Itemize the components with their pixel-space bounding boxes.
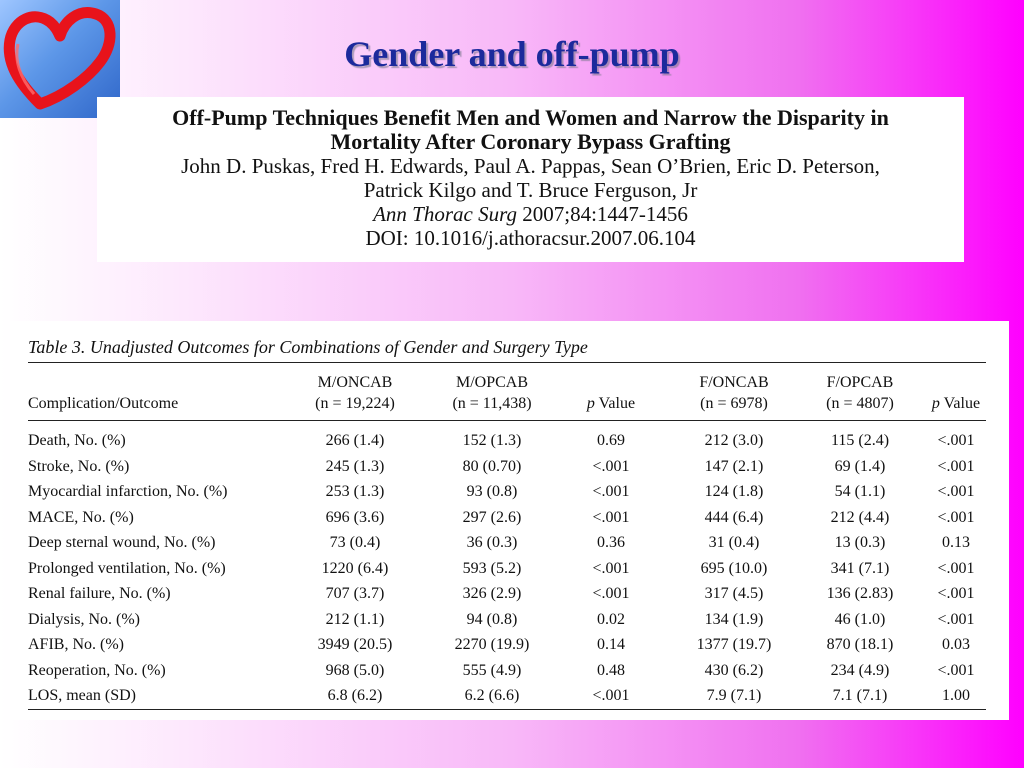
- table-caption: Table 3. Unadjusted Outcomes for Combinations of Gender and Surgery Type: [28, 337, 588, 357]
- cell-outcome: MACE, No. (%): [28, 508, 134, 526]
- cell-f-opcab: 13 (0.3): [834, 534, 886, 551]
- journal-details: 2007;84:1447-1456: [516, 202, 688, 226]
- cell-p-value-women: <.001: [937, 432, 975, 449]
- cell-p-value-men: 0.69: [597, 432, 625, 449]
- cell-f-oncab: 7.9 (7.1): [706, 687, 762, 704]
- cell-p-value-women: <.001: [937, 483, 975, 500]
- cell-f-oncab: 31 (0.4): [708, 534, 760, 551]
- header-m-oncab-n: (n = 19,224): [315, 395, 395, 412]
- cell-outcome: Prolonged ventilation, No. (%): [28, 559, 226, 577]
- cell-f-oncab: 212 (3.0): [704, 432, 764, 449]
- cell-f-opcab: 870 (18.1): [826, 636, 894, 653]
- cell-f-opcab: 46 (1.0): [834, 610, 886, 628]
- cell-outcome: Myocardial infarction, No. (%): [28, 483, 228, 500]
- header-p-value-men: [565, 394, 657, 414]
- cell-m-oncab: 696 (3.6): [325, 508, 385, 526]
- cell-f-opcab: 69 (1.4): [834, 457, 886, 475]
- cell-m-oncab: 707 (3.7): [325, 585, 385, 602]
- authors-line-2: Patrick Kilgo and T. Bruce Ferguson, Jr: [363, 178, 698, 202]
- cell-f-oncab: 1377 (19.7): [696, 636, 772, 653]
- header-outcome: Complication/Outcome: [28, 395, 179, 412]
- cell-f-oncab: 317 (4.5): [704, 585, 764, 602]
- cell-outcome: Deep sternal wound, No. (%): [28, 534, 216, 551]
- p-value-label: Value: [594, 395, 636, 412]
- cell-p-value-men: 0.02: [597, 610, 625, 628]
- cell-m-oncab: 6.8 (6.2): [327, 687, 383, 704]
- cell-f-opcab: 54 (1.1): [834, 483, 886, 500]
- cell-f-opcab: 115 (2.4): [830, 432, 890, 449]
- citation-box: [97, 97, 964, 262]
- cell-f-oncab: 444 (6.4): [704, 508, 764, 526]
- cell-m-opcab: 93 (0.8): [466, 483, 518, 500]
- authors-line-1: John D. Puskas, Fred H. Edwards, Paul A. Pappas, Sean O’Brien, Eric D. Peterson,: [181, 154, 880, 178]
- cell-p-value-men: <.001: [592, 483, 630, 500]
- cell-m-oncab: 1220 (6.4): [321, 559, 389, 577]
- header-m-opcab-n: (n = 11,438): [452, 395, 532, 412]
- cell-p-value-men: 0.36: [597, 534, 625, 551]
- cell-p-value-women: 0.13: [942, 534, 970, 551]
- table-header-rule: [28, 420, 986, 421]
- cell-f-oncab: 695 (10.0): [700, 559, 768, 577]
- cell-outcome: Reoperation, No. (%): [28, 661, 166, 679]
- cell-f-opcab: 136 (2.83): [826, 585, 894, 602]
- header-f-opcab: F/OPCAB: [826, 374, 894, 391]
- cell-p-value-women: <.001: [937, 661, 975, 679]
- header-f-oncab: F/ONCAB: [699, 374, 769, 391]
- cell-m-oncab: 245 (1.3): [325, 457, 385, 475]
- cell-m-opcab: 6.2 (6.6): [464, 687, 520, 704]
- cell-m-opcab: 593 (5.2): [462, 559, 522, 577]
- cell-f-opcab: 212 (4.4): [830, 508, 890, 526]
- article-title-line-1: Off-Pump Techniques Benefit Men and Women and Narrow the Disparity in: [172, 105, 889, 130]
- header-m-oncab: M/ONCAB: [317, 374, 393, 391]
- doi: DOI: 10.1016/j.athoracsur.2007.06.104: [365, 226, 696, 250]
- cell-m-opcab: 152 (1.3): [462, 432, 522, 449]
- cell-outcome: LOS, mean (SD): [28, 687, 136, 704]
- header-f-oncab-n: (n = 6978): [700, 395, 768, 412]
- cell-outcome: Stroke, No. (%): [28, 457, 130, 475]
- cell-m-opcab: 36 (0.3): [466, 534, 518, 551]
- journal-name: Ann Thorac Surg: [373, 202, 517, 226]
- p-value-label: Value: [939, 395, 981, 412]
- cell-outcome: Dialysis, No. (%): [28, 610, 140, 628]
- cell-m-opcab: 2270 (19.9): [454, 636, 530, 653]
- cell-f-opcab: 341 (7.1): [830, 559, 890, 577]
- cell-f-oncab: 134 (1.9): [704, 610, 764, 628]
- cell-m-oncab: 253 (1.3): [325, 483, 385, 500]
- cell-p-value-men: <.001: [592, 687, 630, 704]
- cell-p-value-men: 0.14: [597, 636, 625, 653]
- cell-p-value-women: 1.00: [942, 687, 970, 704]
- cell-m-oncab: 968 (5.0): [325, 661, 385, 679]
- cell-p-value-men: <.001: [592, 508, 630, 526]
- cell-f-opcab: 7.1 (7.1): [832, 687, 888, 704]
- header-p-value-women: [918, 394, 994, 414]
- cell-f-oncab: 124 (1.8): [704, 483, 764, 500]
- cell-p-value-women: <.001: [937, 585, 975, 602]
- table-bottom-rule: [28, 709, 986, 710]
- cell-m-oncab: 3949 (20.5): [317, 636, 393, 653]
- cell-m-opcab: 326 (2.9): [462, 585, 522, 602]
- header-m-opcab: M/OPCAB: [455, 374, 529, 391]
- cell-p-value-men: <.001: [592, 457, 630, 475]
- cell-p-value-women: <.001: [937, 610, 975, 628]
- cell-p-value-women: <.001: [937, 559, 975, 577]
- cell-m-oncab: 266 (1.4): [325, 432, 385, 449]
- cell-outcome: AFIB, No. (%): [28, 636, 124, 653]
- cell-m-oncab: 73 (0.4): [329, 534, 381, 551]
- article-title-line-2: Mortality After Coronary Bypass Grafting: [330, 129, 731, 154]
- cell-p-value-women: <.001: [937, 508, 975, 526]
- cell-outcome: Renal failure, No. (%): [28, 585, 171, 602]
- journal-reference: [97, 202, 964, 226]
- header-f-opcab-n: (n = 4807): [826, 395, 894, 412]
- cell-m-opcab: 297 (2.6): [462, 508, 522, 526]
- slide-title: Gender and off-pump: [344, 34, 680, 74]
- cell-f-oncab: 147 (2.1): [704, 457, 764, 475]
- cell-p-value-men: <.001: [592, 585, 630, 602]
- cell-p-value-men: <.001: [592, 559, 630, 577]
- cell-f-opcab: 234 (4.9): [830, 661, 890, 679]
- cell-f-oncab: 430 (6.2): [704, 661, 764, 679]
- cell-p-value-women: 0.03: [942, 636, 970, 653]
- p-symbol: p: [586, 395, 595, 412]
- table-top-rule: [28, 362, 986, 363]
- cell-outcome: Death, No. (%): [28, 432, 126, 449]
- cell-m-opcab: 555 (4.9): [462, 661, 522, 679]
- p-symbol: p: [931, 395, 940, 412]
- cell-m-opcab: 80 (0.70): [462, 457, 522, 475]
- outcomes-table: [10, 321, 1009, 720]
- cell-p-value-men: 0.48: [597, 661, 625, 679]
- cell-p-value-women: <.001: [937, 457, 975, 475]
- cell-m-oncab: 212 (1.1): [325, 610, 385, 628]
- cell-m-opcab: 94 (0.8): [466, 610, 518, 628]
